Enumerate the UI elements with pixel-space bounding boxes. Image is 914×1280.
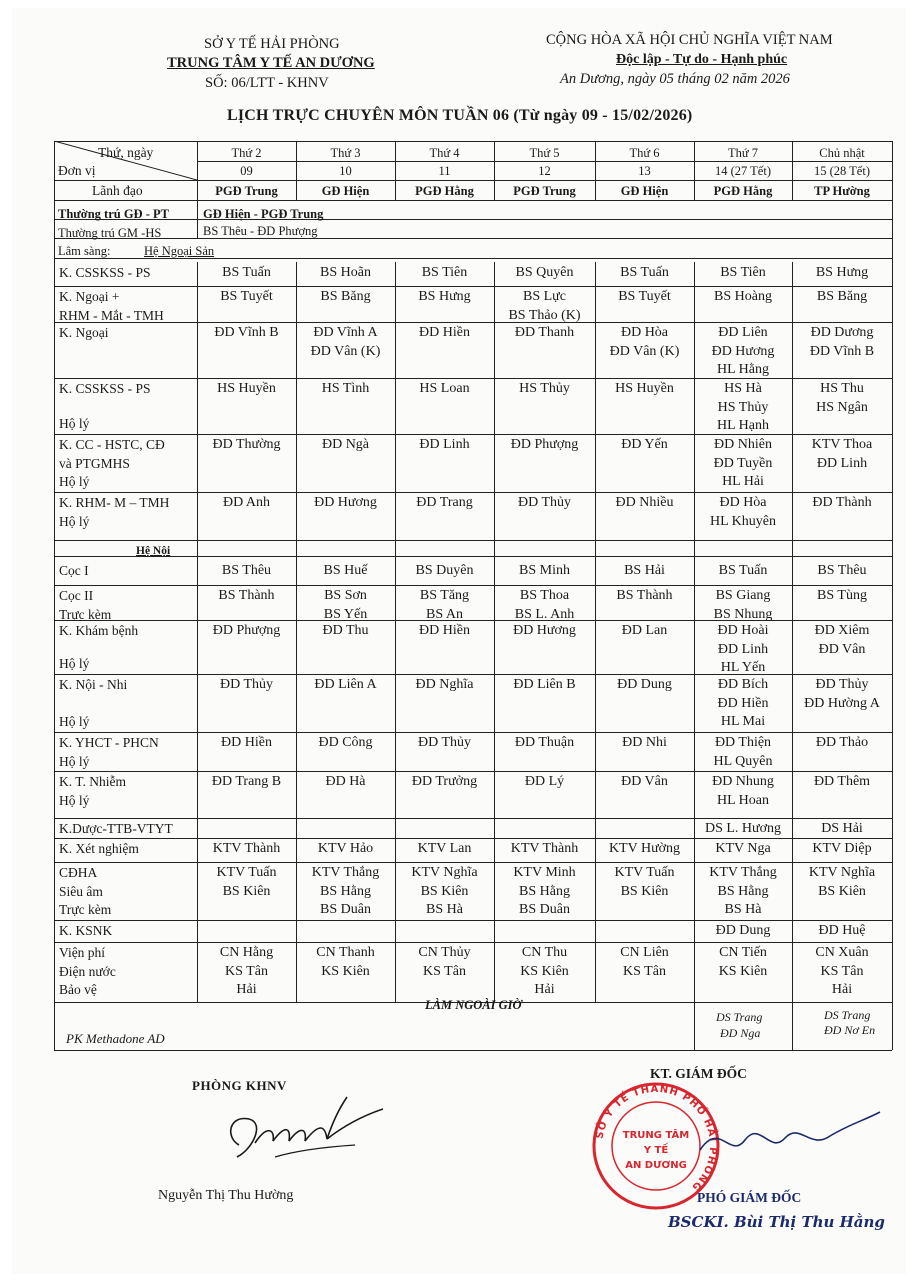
schedule-cell: HL Hằng	[717, 362, 769, 377]
schedule-cell: KTV Hường	[608, 841, 681, 856]
standing-gm-label: Thường trú GM -HS	[58, 226, 162, 240]
table-col-line-methadone	[694, 1002, 695, 1050]
schedule-cell: ĐD Hương	[711, 343, 775, 359]
sign-right-name: BSCKI. Bùi Thị Thu Hằng	[668, 1213, 885, 1231]
schedule-cell: ĐD Trang	[416, 495, 473, 510]
schedule-cell: ĐD Hiền	[717, 695, 769, 711]
schedule-cell: ĐD Hương	[314, 495, 377, 510]
schedule-cell: ĐD Liên A	[314, 677, 377, 692]
schedule-cell: ĐD Nhiều	[615, 495, 674, 510]
methadone-sun-1: DS Trang	[824, 1008, 871, 1022]
schedule-cell: ĐD Linh	[816, 455, 868, 471]
row-label: K. CC - HSTC, CĐ	[59, 437, 165, 452]
row-label: Viện phí	[59, 945, 106, 960]
date-header: 12	[538, 164, 551, 178]
schedule-cell: HL Khuyên	[710, 513, 776, 529]
schedule-cell: HL Yến	[720, 660, 766, 675]
schedule-cell: ĐD Thiện	[714, 735, 772, 750]
schedule-cell: BS Thành	[218, 588, 275, 603]
row-label: và PTGMHS	[59, 455, 130, 471]
leader-cell: PGĐ Hằng	[415, 184, 474, 198]
row-label: K. Ngoại	[59, 325, 109, 340]
table-row-line	[54, 492, 892, 493]
day-header: Thứ 6	[629, 146, 660, 160]
schedule-cell: ĐD Liên B	[513, 677, 576, 692]
schedule-cell: BS Duân	[320, 902, 371, 917]
schedule-cell: ĐD Thanh	[514, 325, 575, 340]
leader-cell: PGĐ Hằng	[713, 184, 773, 198]
schedule-cell: ĐD Hiền	[419, 325, 470, 340]
row-label: K. KSNK	[59, 923, 113, 938]
schedule-cell: BS Tuấn	[718, 563, 768, 578]
schedule-cell: ĐD Vân (K)	[609, 343, 680, 359]
standing-gd-label: Thường trú GĐ - PT	[58, 207, 169, 221]
schedule-cell: ĐD Liên	[718, 325, 768, 340]
schedule-cell: BS Tuấn	[222, 265, 271, 280]
row-label: K. CSSKSS - PS	[59, 381, 151, 396]
signature-left-icon	[215, 1085, 395, 1175]
header-date: An Dương, ngày 05 tháng 02 năm 2026	[560, 71, 790, 87]
row-label: K. Nội - Nhi	[59, 677, 128, 692]
schedule-cell: ĐD Lý	[524, 774, 565, 789]
schedule-cell: KTV Thoa	[811, 437, 873, 452]
sign-left-name: Nguyễn Thị Thu Hường	[158, 1188, 294, 1203]
seal-inner-1: TRUNG TÂM	[622, 1130, 690, 1141]
schedule-cell: BS Kiên	[620, 883, 669, 899]
schedule-cell: BS Băng	[320, 289, 371, 304]
schedule-cell: ĐD Thủy	[517, 495, 572, 510]
schedule-cell: ĐD Hòa	[620, 325, 669, 340]
section-ngoai: Hệ Ngoại Sản	[144, 244, 215, 258]
schedule-cell: ĐD Hiền	[221, 735, 272, 750]
schedule-cell: BS Sơn	[324, 588, 367, 603]
schedule-cell: ĐD Dương	[810, 325, 874, 340]
schedule-cell: ĐD Vân (K)	[310, 343, 381, 359]
schedule-cell: BS Thành	[616, 588, 673, 603]
schedule-cell: KTV Thắng	[709, 865, 777, 880]
row-label: Hộ lý	[59, 416, 90, 431]
schedule-cell: BS Yến	[323, 606, 368, 622]
row-label: Trực kèm	[59, 606, 112, 622]
schedule-cell: KTV Nghĩa	[411, 865, 478, 880]
schedule-cell: HS Thủy	[717, 399, 769, 415]
schedule-cell: HL Quyên	[713, 753, 773, 769]
schedule-cell: Hải	[236, 982, 257, 997]
schedule-cell: BS An	[426, 606, 463, 622]
header-org: TRUNG TÂM Y TẾ AN DƯƠNG	[167, 55, 375, 71]
row-label: Hộ lý	[59, 753, 90, 769]
schedule-cell: ĐD Thủy	[417, 735, 472, 750]
schedule-cell: BS Hà	[426, 902, 463, 917]
seal-inner-3: AN DƯƠNG	[625, 1160, 687, 1171]
header-country: CỘNG HÒA XÃ HỘI CHỦ NGHĨA VIỆT NAM	[546, 32, 833, 48]
schedule-cell: ĐD Thủy	[815, 677, 869, 692]
schedule-cell: KTV Diệp	[812, 841, 872, 856]
date-header: 11	[438, 164, 451, 178]
table-row-line	[54, 732, 892, 733]
schedule-cell: ĐD Thêm	[813, 774, 871, 789]
row-label: Hộ lý	[59, 714, 90, 729]
schedule-cell: ĐD Vân	[621, 774, 668, 789]
schedule-cell: ĐD Thảo	[815, 735, 869, 750]
schedule-cell: BS Kiên	[222, 883, 271, 899]
schedule-cell: BS Lực	[523, 289, 566, 304]
row-label: Trực kèm	[59, 902, 112, 917]
schedule-cell: BS Hằng	[320, 883, 371, 899]
section-noi: Hệ Nội	[136, 545, 171, 557]
leader-cell: GĐ Hiện	[321, 184, 370, 198]
schedule-cell: ĐD Xiêm	[814, 623, 870, 638]
table-line-gm	[54, 238, 892, 239]
schedule-cell: ĐD Phượng	[212, 623, 281, 638]
schedule-cell: BS Tiên	[421, 265, 468, 280]
schedule-cell: ĐD Phượng	[510, 437, 579, 452]
section-lamsang: Lâm sàng:	[58, 244, 111, 258]
table-row-line	[54, 920, 892, 921]
seal-outer-text: SỞ Y TẾ THÀNH PHỐ HẢI PHÒNG	[594, 1083, 719, 1193]
schedule-cell: ĐD Bích	[717, 677, 769, 692]
schedule-cell: BS Kiên	[420, 883, 469, 899]
methadone-sat-2: ĐD Nga	[720, 1026, 761, 1040]
table-row-line	[54, 771, 892, 772]
table-row-line	[54, 942, 892, 943]
schedule-cell: ĐD Hiền	[419, 623, 470, 638]
schedule-cell: BS Giang	[715, 588, 771, 603]
schedule-cell: KTV Minh	[513, 865, 576, 880]
schedule-cell: KS Kiên	[321, 963, 370, 979]
row-label: Cọc I	[59, 563, 89, 578]
schedule-cell: HS Huyền	[217, 381, 276, 396]
row-label: K. T. Nhiễm	[59, 774, 126, 789]
schedule-cell: BS Thoa	[519, 588, 570, 603]
schedule-cell: BS Tiên	[720, 265, 766, 280]
corner-bottom-label: Đơn vị	[58, 163, 96, 178]
schedule-cell: ĐD Thường	[212, 437, 281, 452]
schedule-cell: ĐD Nhi	[622, 735, 667, 750]
schedule-cell: ĐD Thủy	[219, 677, 274, 692]
day-header: Thứ 3	[330, 146, 361, 160]
schedule-cell: BS Nhung	[713, 606, 773, 622]
row-label: Bảo vệ	[59, 982, 97, 997]
schedule-cell: HS Ngân	[816, 399, 868, 415]
schedule-cell: BS Tăng	[419, 588, 470, 603]
schedule-cell: ĐD Ngà	[321, 437, 370, 452]
schedule-cell: ĐD Tuyền	[713, 455, 773, 471]
schedule-cell: ĐD Vĩnh A	[313, 325, 378, 340]
schedule-cell: ĐD Thuận	[514, 735, 575, 750]
schedule-cell: ĐD Hường A	[804, 695, 880, 711]
date-header: 13	[638, 164, 651, 178]
schedule-cell: DS Hải	[821, 821, 863, 836]
schedule-cell: BS Quyên	[515, 265, 574, 280]
schedule-cell: HS Huyền	[615, 381, 674, 396]
schedule-cell: BS Hoãn	[320, 265, 371, 280]
standing-gd-value: GĐ Hiện - PGĐ Trung	[203, 207, 324, 221]
row-label: Hộ lý	[59, 656, 90, 671]
schedule-cell: HL Mai	[720, 714, 766, 729]
schedule-cell: ĐD Linh	[419, 437, 470, 452]
schedule-cell: ĐD Lan	[621, 623, 668, 638]
sign-right-title: KT. GIÁM ĐỐC	[650, 1066, 747, 1081]
schedule-cell: BS Hải	[624, 563, 665, 578]
schedule-cell: CN Liên	[620, 945, 669, 960]
leader-cell: PGĐ Trung	[513, 184, 576, 198]
schedule-cell: BS Hà	[724, 902, 762, 917]
methadone-label: PK Methadone AD	[66, 1031, 165, 1046]
row-label: K. CSSKSS - PS	[59, 265, 151, 280]
row-label: Hộ lý	[59, 474, 90, 489]
schedule-cell: CN Thanh	[316, 945, 375, 960]
schedule-cell: Hải	[534, 982, 555, 997]
row-label: Siêu âm	[59, 883, 103, 899]
schedule-cell: CN Hằng	[219, 945, 274, 960]
row-label: K. Ngoại +	[59, 289, 120, 304]
row-label: K. YHCT - PHCN	[59, 735, 159, 750]
table-border-left	[54, 141, 55, 1050]
table-row-line	[54, 818, 892, 819]
row-label: K. Xét nghiệm	[59, 841, 139, 856]
schedule-cell: BS Huế	[323, 563, 368, 578]
schedule-cell: ĐD Yến	[621, 437, 668, 452]
standing-gm-value: BS Thêu - ĐD Phượng	[203, 224, 318, 238]
schedule-cell: KS Tân	[225, 963, 268, 979]
schedule-cell: BS Thảo (K)	[508, 307, 581, 323]
schedule-cell: KS Tân	[423, 963, 466, 979]
table-row-line	[54, 540, 892, 541]
row-label: Hộ lý	[59, 792, 90, 808]
date-header: 15 (28 Tết)	[813, 164, 870, 178]
schedule-cell: BS Kiên	[818, 883, 866, 899]
schedule-cell: BS Tuấn	[620, 265, 669, 280]
schedule-cell: ĐD Dung	[617, 677, 672, 692]
schedule-cell: BS Duyên	[415, 563, 474, 578]
overtime-label: LÀM NGOÀI GIỜ	[425, 998, 522, 1012]
table-row-line	[54, 322, 892, 323]
row-label: Cọc II	[59, 588, 94, 603]
table-border-bottom	[54, 1050, 892, 1051]
schedule-cell: HS Loan	[419, 381, 470, 396]
row-label: K. Khám bệnh	[59, 623, 139, 638]
header-doc-number: SỐ: 06/LTT - KHNV	[205, 75, 329, 91]
schedule-cell: ĐD Công	[318, 735, 373, 750]
schedule-cell: BS Hằng	[717, 883, 769, 899]
date-header: 14 (27 Tết)	[714, 164, 771, 178]
schedule-cell: KTV Nga	[715, 841, 771, 856]
table-col-line-standing	[197, 200, 198, 238]
header-dept: SỞ Y TẾ HẢI PHÒNG	[204, 36, 340, 52]
schedule-cell: ĐD Linh	[717, 641, 769, 657]
row-label: RHM - Mắt - TMH	[59, 307, 164, 323]
schedule-cell: KS Tân	[623, 963, 666, 979]
schedule-cell: BS L. Anh	[514, 606, 575, 622]
schedule-cell: ĐD Hương	[513, 623, 576, 638]
schedule-cell: KTV Thắng	[311, 865, 380, 880]
row-label: CĐHA	[59, 865, 98, 880]
day-header: Thứ 7	[727, 146, 759, 160]
schedule-cell: DS L. Hương	[704, 821, 782, 836]
methadone-sun-2: ĐD Nơ En	[824, 1023, 876, 1037]
schedule-cell: HL Hạnh	[717, 418, 769, 433]
schedule-cell: BS Hưng	[418, 289, 471, 304]
sign-left-title: PHÒNG KHNV	[192, 1078, 287, 1093]
day-header: Thứ 2	[231, 146, 262, 160]
schedule-cell: KTV Thành	[212, 841, 281, 856]
header-motto: Độc lập - Tự do - Hạnh phúc	[616, 52, 788, 67]
schedule-cell: BS Hằng	[519, 883, 570, 899]
table-row-line	[54, 286, 892, 287]
leader-cell: PGĐ Trung	[215, 184, 278, 198]
table-line-gd	[54, 219, 892, 220]
schedule-cell: ĐD Thu	[322, 623, 369, 638]
schedule-cell: BS Tuyết	[618, 289, 671, 304]
row-label: K. RHM- M – TMH	[59, 495, 170, 510]
schedule-cell: ĐD Anh	[222, 495, 271, 510]
row-label: Điện nước	[59, 963, 116, 979]
page-title: LỊCH TRỰC CHUYÊN MÔN TUẦN 06 (Từ ngày 09 - 15/02/2026)	[227, 107, 693, 124]
schedule-cell: ĐD Vân	[818, 641, 866, 657]
schedule-cell: ĐD Dung	[715, 923, 771, 938]
signature-right-icon	[690, 1100, 890, 1180]
schedule-cell: KTV Nghĩa	[808, 865, 876, 880]
schedule-cell: CN Tiến	[719, 945, 767, 960]
schedule-cell: HS Hà	[724, 381, 762, 396]
schedule-cell: BS Thêu	[221, 563, 272, 578]
schedule-cell: ĐD Hà	[325, 774, 366, 789]
day-header: Thứ 4	[429, 146, 460, 160]
schedule-cell: BS Hoàng	[714, 289, 772, 304]
corner-top-label: Thứ, ngày	[98, 145, 154, 160]
schedule-cell: BS Băng	[816, 289, 868, 304]
schedule-cell: KTV Thành	[510, 841, 579, 856]
schedule-cell: ĐD Vĩnh B	[809, 343, 875, 359]
date-header: 09	[240, 164, 253, 178]
schedule-cell: KTV Tuấn	[614, 865, 675, 880]
schedule-cell: HS Tình	[321, 381, 370, 396]
schedule-cell: ĐD Hòa	[719, 495, 767, 510]
schedule-cell: HL Hoan	[717, 792, 769, 808]
schedule-cell: KS Tân	[820, 963, 864, 979]
schedule-cell: HL Hải	[722, 474, 764, 489]
schedule-cell: KTV Lan	[417, 841, 472, 856]
schedule-cell: HS Thu	[820, 381, 864, 396]
schedule-cell: BS Duân	[519, 902, 570, 917]
schedule-cell: HS Thủy	[519, 381, 570, 396]
table-row-line	[54, 585, 892, 586]
schedule-cell: BS Tuyết	[220, 289, 273, 304]
schedule-cell: CN Xuân	[815, 945, 869, 960]
seal-inner-2: Y TẾ	[643, 1145, 669, 1156]
row-label: K.Dược-TTB-VTYT	[59, 821, 173, 836]
day-header: Thứ 5	[529, 146, 560, 160]
table-col-line-methadone	[792, 1002, 793, 1050]
schedule-cell: ĐD Nhung	[712, 774, 774, 789]
table-row-line	[54, 862, 892, 863]
schedule-cell: ĐD Vĩnh B	[214, 325, 279, 340]
date-header: 10	[339, 164, 352, 178]
schedule-cell: BS Thêu	[817, 563, 867, 578]
table-border-right	[892, 141, 893, 1050]
schedule-cell: ĐD Trưởng	[411, 774, 478, 789]
schedule-cell: KS Kiên	[718, 963, 768, 979]
schedule-cell: BS Tùng	[817, 588, 867, 603]
schedule-cell: ĐD Trang B	[211, 774, 282, 789]
schedule-cell: ĐD Hoài	[717, 623, 769, 638]
schedule-cell: ĐD Nghĩa	[415, 677, 474, 692]
schedule-cell: CN Thủy	[418, 945, 471, 960]
schedule-cell: Hải	[831, 982, 853, 997]
row-label: Hộ lý	[59, 513, 90, 529]
schedule-cell: KTV Hảo	[317, 841, 374, 856]
day-header: Chủ nhật	[819, 146, 865, 160]
schedule-cell: CN Thu	[521, 945, 568, 960]
schedule-cell: KS Kiên	[520, 963, 569, 979]
schedule-cell: BS Minh	[519, 563, 570, 578]
leader-cell: TP Hường	[814, 184, 870, 198]
table-line-noi	[54, 556, 892, 557]
schedule-cell: BS Hưng	[815, 265, 869, 280]
sign-right-subtitle: PHÓ GIÁM ĐỐC	[697, 1190, 802, 1205]
leader-label: Lãnh đạo	[92, 183, 143, 198]
schedule-cell: KTV Tuấn	[216, 865, 277, 880]
schedule-cell: ĐD Huệ	[818, 923, 866, 938]
schedule-cell: ĐD Nhiên	[714, 437, 772, 452]
methadone-sat-1: DS Trang	[716, 1010, 763, 1024]
leader-cell: GĐ Hiện	[620, 184, 669, 198]
schedule-cell: ĐD Thành	[812, 495, 872, 510]
